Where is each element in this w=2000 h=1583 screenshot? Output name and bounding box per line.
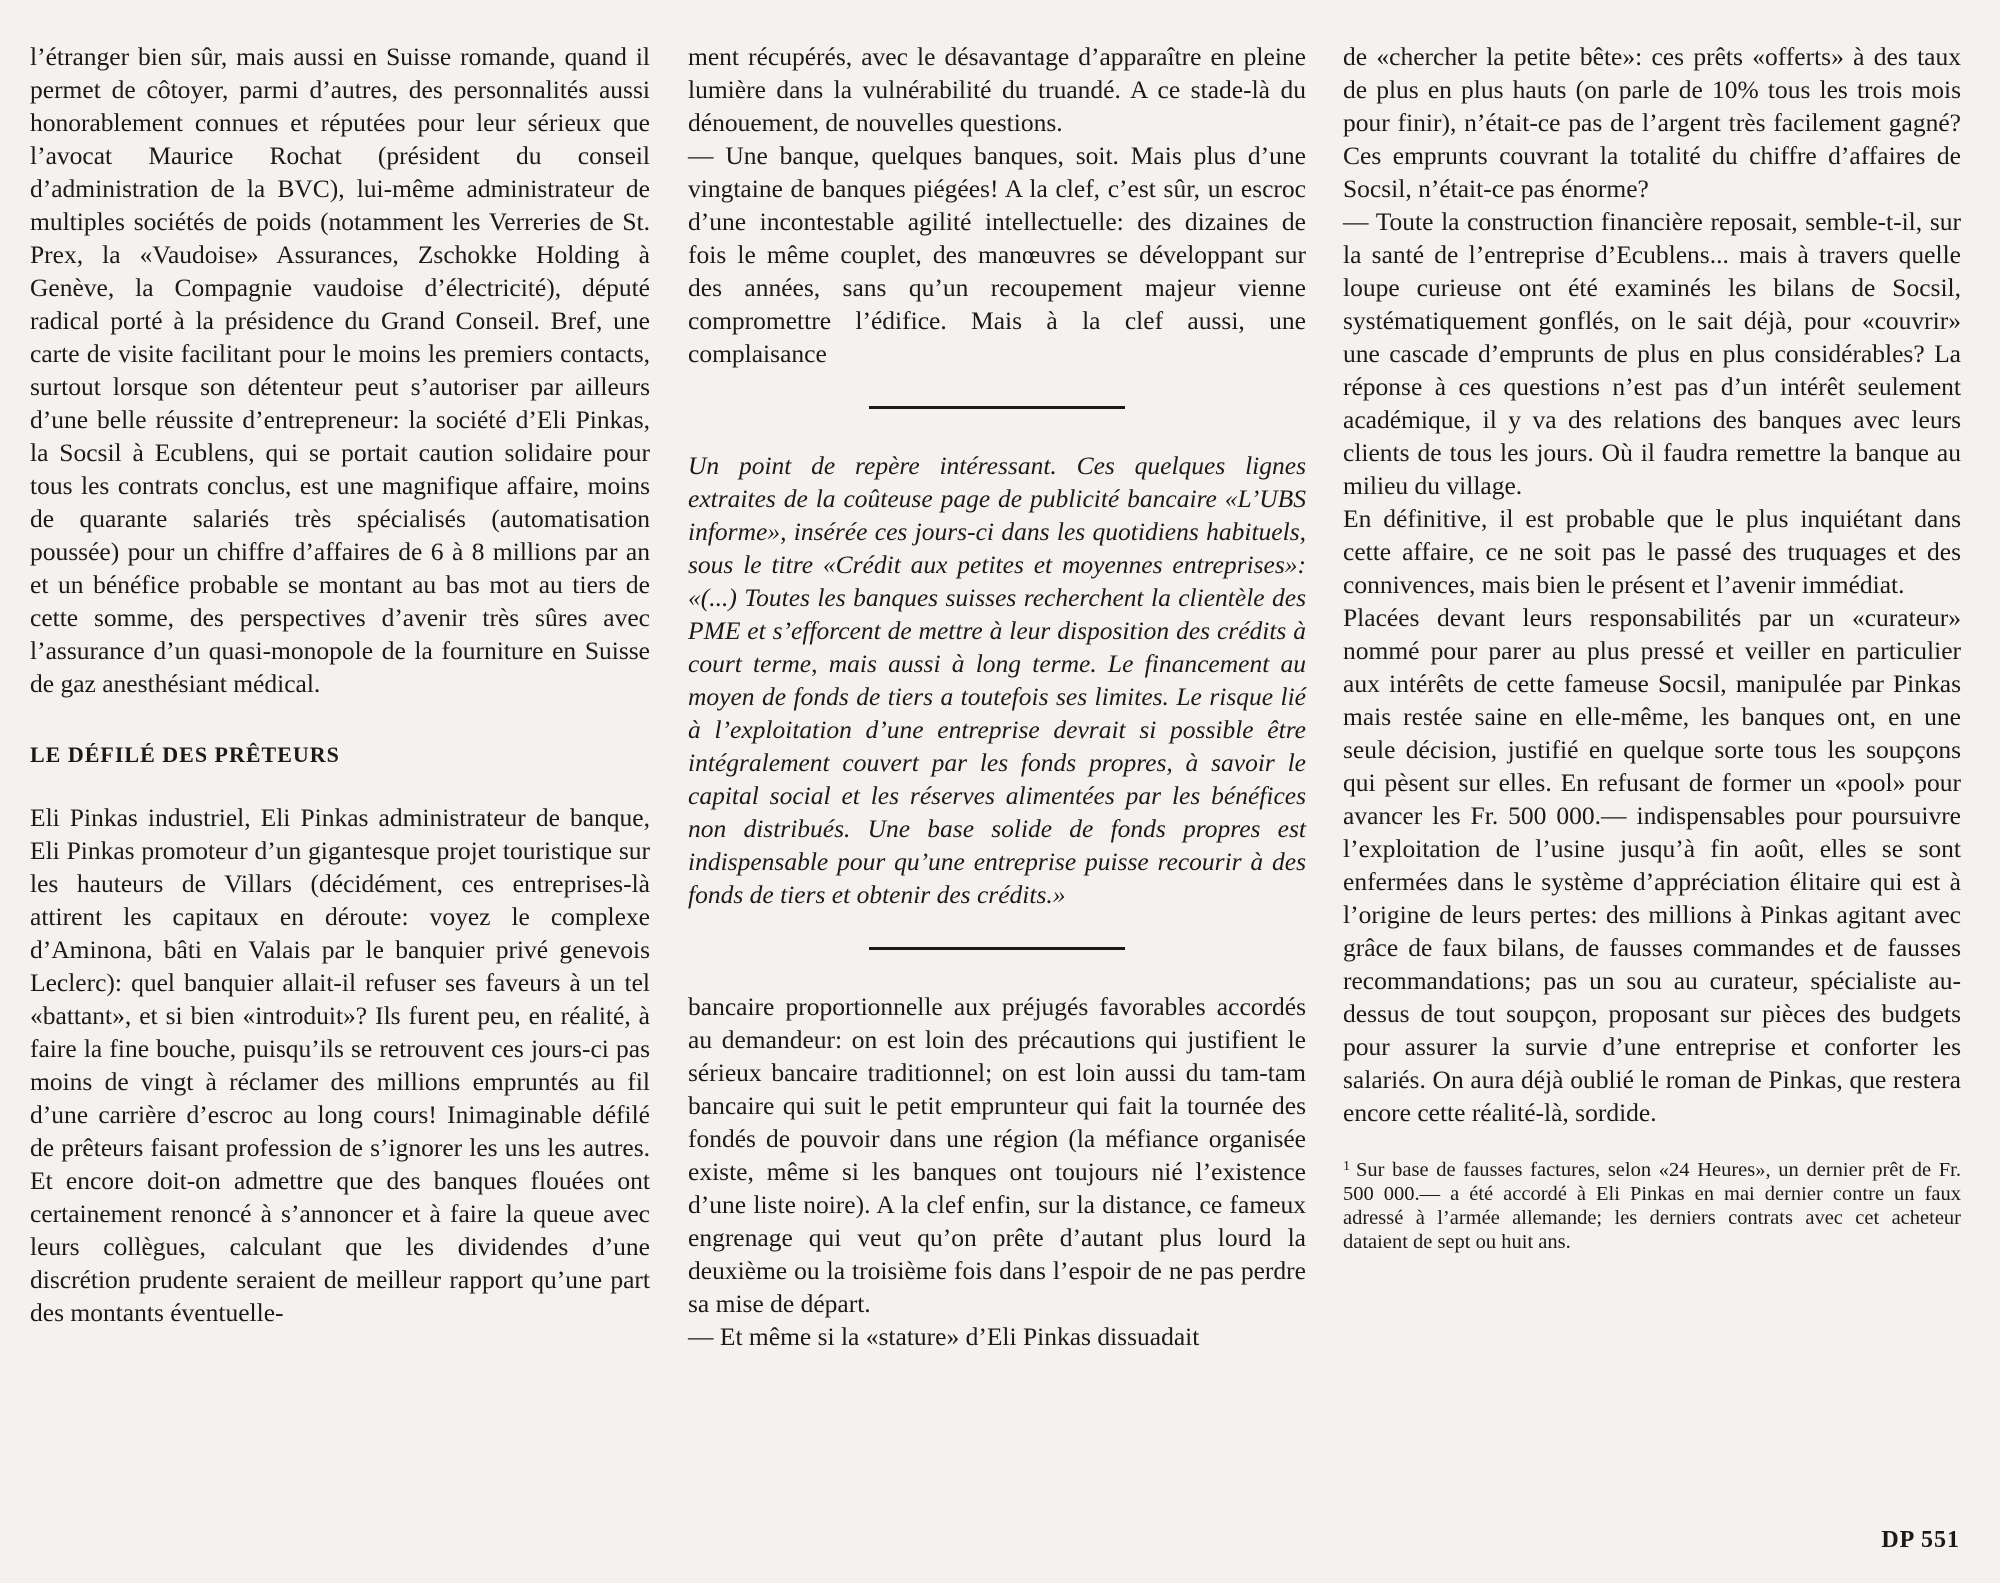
column-3: [1343, 40, 1961, 1254]
boxed-quote: Un point de repère intéressant. Ces quelques lignes extraites de la coûteuse page de publicité bancaire «L’UBS informe», insérée ces jours-ci dans les quotidiens habituels, sous le titre «Crédit aux petites et moyennes entreprises»: «(...) Toutes les banques suisses recherchent la clientèle des PME et s’efforcent de mettre à leur disposition des crédits à court terme, mais aussi à long terme. Le financement au moyen de fonds de tiers a toutefois ses limites. Le risque lié à l’exploitation d’une entreprise devrait si possible être intégralement couvert par les fonds propres, à savoir le capital social et les réserves alimentées par les bénéfices non distribués. Une base solide de fonds propres est indispensable pour qu’une entreprise puisse recourir à des fonds de tiers et obtenir des crédits.»: [688, 451, 1306, 909]
paragraph: — Et même si la «stature» d’Eli Pinkas dissuadait: [688, 1322, 1200, 1351]
paragraph: Placées devant leurs responsabilités par un «curateur» nommé pour parer au plus pressé et veiller en particulier aux intérêts de cette fameuse Socsil, manipulée par Pinkas mais restée saine en elle-même, les banques ont, en une seule décision, justifié en quelque sorte tous les soupçons qui pèsent sur elles. En refusant de former un «pool» pour avancer les Fr. 500 000.— indispensables pour poursuivre l’exploitation de l’usine jusqu’à fin août, elles se sont enfermées dans le système d’appréciation élitaire qui est à l’origine de leurs pertes: des millions à Pinkas agitant avec grâce de faux bilans, de fausses commandes et de fausses recommandations; pas un sou au curateur, spécialiste au-dessus de tout soupçon, proposant sur pièces des budgets pour assurer la survie d’une entreprise et conforter les salariés. On aura déjà oublié le roman de Pinkas, que restera encore cette réalité-là, sordide.: [1343, 603, 1961, 1127]
paragraph: — Une banque, quelques banques, soit. Mais plus d’une vingtaine de banques piégées! A la clef, c’est sûr, un escroc d’une incontestable agilité intellectuelle: des dizaines de fois le même couplet, des manœuvres se développant sur des années, sans qu’un recoupement majeur vienne compromettre l’édifice. Mais à la clef aussi, une complaisance: [688, 141, 1306, 368]
paragraph: l’étranger bien sûr, mais aussi en Suisse romande, quand il permet de côtoyer, parmi d’autres, des personnalités aussi honorablement connues et réputées pour leur sérieux que l’avocat Maurice Rochat (président du conseil d’administration de la BVC), lui-même administrateur de multiples sociétés de poids (notamment les Verreries de St. Prex, la «Vaudoise» Assurances, Zschokke Holding à Genève, la Compagnie vaudoise d’électricité), député radical porté à la présidence du Grand Conseil. Bref, une carte de visite facilitant pour le moins les premiers contacts, surtout lorsque son détenteur peut s’autoriser par ailleurs d’une belle réussite d’entrepreneur: la société d’Eli Pinkas, la Socsil à Ecublens, qui se portait caution solidaire pour tous les contrats conclus, est une magnifique affaire, moins de quarante salariés très spécialisés (automatisation poussée) pour un chiffre d’affaires de 6 à 8 millions par an et un bénéfice probable se montant au bas mot au tiers de cette somme, des perspectives d’avenir très sûres avec l’assurance d’un quasi-monopole de la fourniture en Suisse de gaz anesthésiant médical.: [30, 42, 650, 698]
footnote-text: Sur base de fausses factures, selon «24 Heures», un dernier prêt de Fr. 500 000.— a été accordé à Eli Pinkas en mai dernier contre un faux adressé à l’armée allemande; les derniers contrats avec cet acheteur dataient de sept ou huit ans.: [1343, 1159, 1961, 1253]
paragraph: En définitive, il est probable que le plus inquiétant dans cette affaire, ce ne soit pas le passé des truquages et des connivences, mais bien le présent et l’avenir immédiat.: [1343, 504, 1961, 599]
paragraph: Eli Pinkas industriel, Eli Pinkas administrateur de banque, Eli Pinkas promoteur d’un gigantesque projet touristique sur les hauteurs de Villars (décidément, ces entreprises-là attirent les capitaux en déroute: voyez le complexe d’Aminona, bâti en Valais par le banquier privé genevois Leclerc): quel banquier allait-il refuser ses faveurs à un tel «battant», et si bien «introduit»? Ils furent peu, en réalité, à faire la fine bouche, puisqu’ils se retrouvent ces jours-ci pas moins de vingt à réclamer des millions empruntés au fil d’une carrière d’escroc au long cours! Inimaginable défilé de prêteurs faisant profession de s’ignorer les uns les autres. Et encore doit-on admettre que des banques flouées ont certainement renoncé à s’annoncer et à faire la queue avec leurs collègues, calculant que les dividendes d’une discrétion prudente seraient de meilleur rapport qu’une part des montants éventuelle-: [30, 803, 650, 1327]
footnote-marker: 1: [1343, 1159, 1350, 1174]
page-folio: DP 551: [1881, 1527, 1960, 1553]
footnote: [1343, 1155, 1961, 1254]
column-1: [30, 40, 650, 1329]
paragraph: ment récupérés, avec le désavantage d’apparaître en pleine lumière dans la vulnérabilité du truandé. A ce stade-là du dénouement, de nouvelles questions.: [688, 42, 1306, 137]
section-heading: LE DÉFILÉ DES PRÊTEURS: [30, 742, 340, 767]
column-2: [688, 40, 1306, 1353]
paragraph: bancaire proportionnelle aux préjugés favorables accordés au demandeur: on est loin des précautions qui justifient le sérieux bancaire traditionnel; on est loin aussi du tam-tam bancaire qui suit le petit emprunteur qui fait la tournée des fondés de pouvoir dans une région (la méfiance organisée existe, même si les banques ont toujours nié l’existence d’une liste noire). A la clef enfin, sur la distance, ce fameux engrenage qui veut qu’on prête d’autant plus lourd la deuxième ou la troisième fois dans l’espoir de ne pas perdre sa mise de départ.: [688, 992, 1306, 1318]
paragraph: de «chercher la petite bête»: ces prêts «offerts» à des taux de plus en plus hauts (on parle de 10% tous les trois mois pour finir), n’était-ce pas de l’argent très facilement gagné? Ces emprunts couvrant la totalité du chiffre d’affaires de Socsil, n’était-ce pas énorme?: [1343, 42, 1961, 203]
paragraph: — Toute la construction financière reposait, semble-t-il, sur la santé de l’entreprise d’Ecublens... mais à travers quelle loupe curieuse ont été examinés les bilans de Socsil, systématiquement gonflés, on le sait déjà, pour «couvrir» une cascade d’emprunts de plus en plus considérables? La réponse à ces questions n’est pas d’un intérêt seulement académique, il y va des relations des banques avec leurs clients de tous les jours. Où il faudra remettre la banque au milieu du village.: [1343, 207, 1961, 500]
divider-rule-top: [869, 406, 1125, 409]
divider-rule-bottom: [869, 947, 1125, 950]
